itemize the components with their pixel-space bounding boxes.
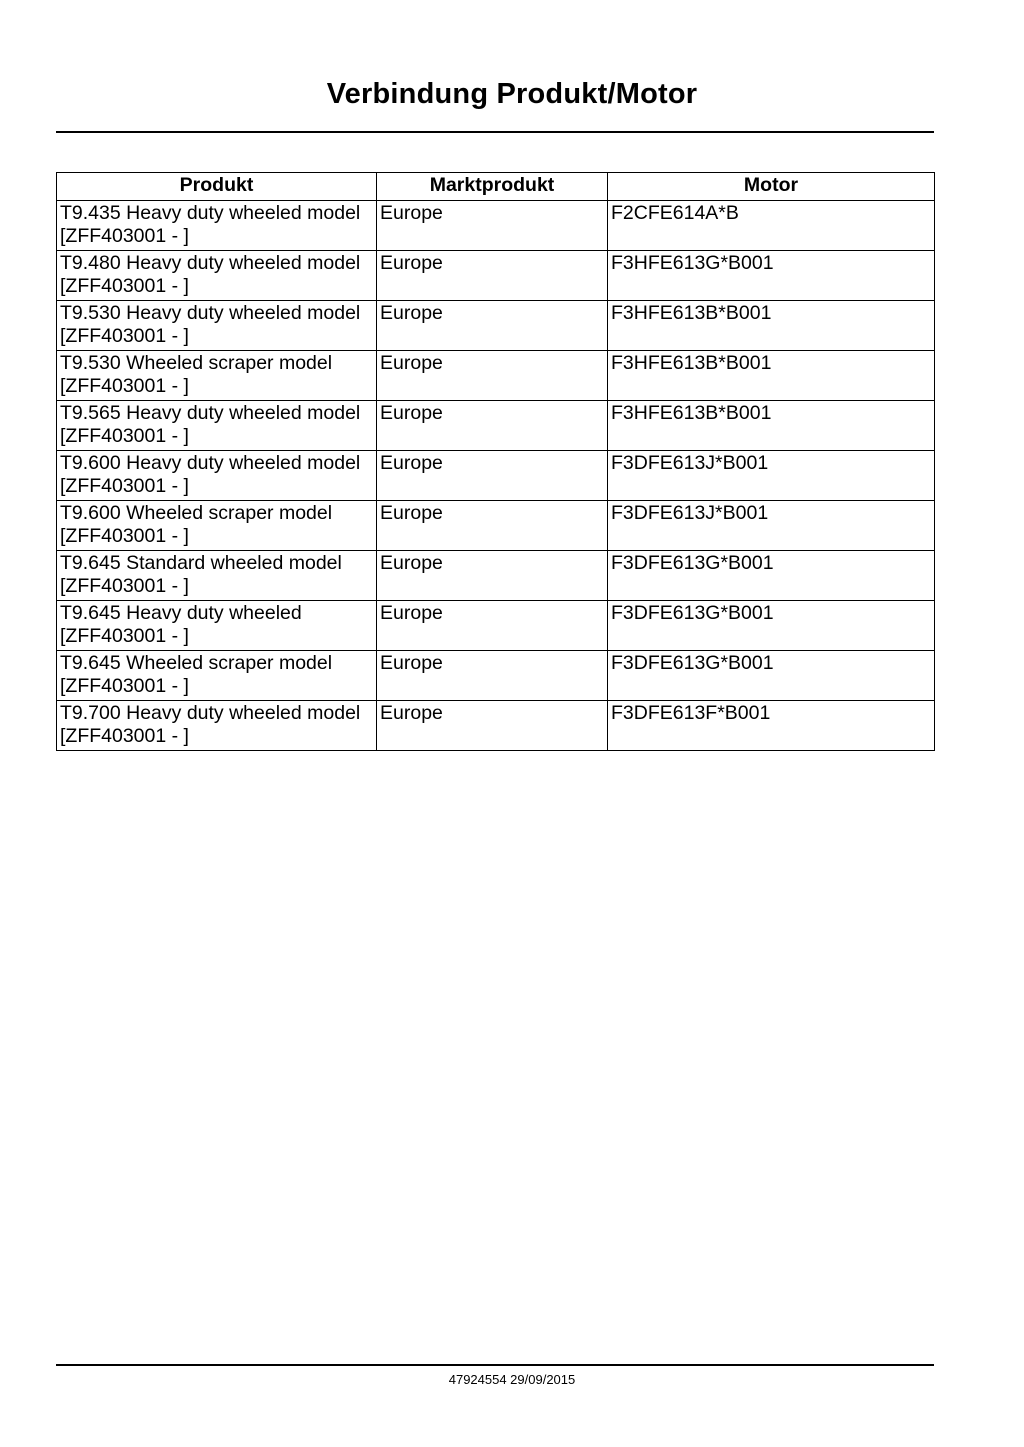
cell-produkt [57, 551, 377, 601]
cell-produkt [57, 301, 377, 351]
produkt-serial-range: [ZFF403001 - ] [60, 475, 189, 497]
cell-motor: F3DFE613G*B001 [608, 651, 935, 701]
cell-produkt [57, 701, 377, 751]
table-row [57, 551, 935, 601]
produkt-name: T9.435 Heavy duty wheeled model [60, 202, 361, 224]
produkt-name: T9.645 Heavy duty wheeled [60, 602, 302, 624]
cell-motor: F2CFE614A*B [608, 201, 935, 251]
cell-marktprodukt: Europe [377, 451, 608, 501]
produkt-serial-range: [ZFF403001 - ] [60, 525, 189, 547]
produkt-serial-range: [ZFF403001 - ] [60, 225, 189, 247]
produkt-serial-range: [ZFF403001 - ] [60, 575, 189, 597]
table-row [57, 301, 935, 351]
produkt-serial-range: [ZFF403001 - ] [60, 675, 189, 697]
footer-text: 47924554 29/09/2015 [448, 1372, 576, 1387]
table-row [57, 451, 935, 501]
cell-produkt [57, 601, 377, 651]
product-engine-table-container [56, 172, 934, 751]
produkt-serial-range: [ZFF403001 - ] [60, 275, 189, 297]
produkt-serial-range: [ZFF403001 - ] [60, 425, 189, 447]
cell-marktprodukt: Europe [377, 651, 608, 701]
cell-motor: F3DFE613G*B001 [608, 601, 935, 651]
produkt-name: T9.645 Wheeled scraper model [60, 652, 333, 674]
column-header-produkt: Produkt [57, 173, 377, 201]
cell-marktprodukt: Europe [377, 301, 608, 351]
produkt-name: T9.530 Heavy duty wheeled model [60, 302, 361, 324]
table-row [57, 201, 935, 251]
cell-marktprodukt: Europe [377, 601, 608, 651]
product-engine-table [56, 172, 935, 751]
produkt-name: T9.600 Wheeled scraper model [60, 502, 333, 524]
cell-motor: F3HFE613B*B001 [608, 351, 935, 401]
produkt-name: T9.700 Heavy duty wheeled model [60, 702, 361, 724]
produkt-name: T9.565 Heavy duty wheeled model [60, 402, 361, 424]
produkt-name: T9.600 Heavy duty wheeled model [60, 452, 361, 474]
cell-produkt [57, 401, 377, 451]
cell-motor: F3DFE613J*B001 [608, 451, 935, 501]
produkt-serial-range: [ZFF403001 - ] [60, 375, 189, 397]
cell-motor: F3DFE613F*B001 [608, 701, 935, 751]
column-header-motor: Motor [608, 173, 935, 201]
table-row [57, 351, 935, 401]
table-body [57, 201, 935, 751]
cell-marktprodukt: Europe [377, 351, 608, 401]
table-row [57, 701, 935, 751]
produkt-serial-range: [ZFF403001 - ] [60, 725, 189, 747]
table-row [57, 401, 935, 451]
column-header-marktprodukt: Marktprodukt [377, 173, 608, 201]
cell-motor: F3DFE613J*B001 [608, 501, 935, 551]
cell-motor: F3HFE613G*B001 [608, 251, 935, 301]
footer-divider [56, 1364, 934, 1366]
cell-produkt [57, 451, 377, 501]
table-header-row [57, 173, 935, 201]
cell-motor: F3HFE613B*B001 [608, 401, 935, 451]
produkt-name: T9.480 Heavy duty wheeled model [60, 252, 361, 274]
cell-marktprodukt: Europe [377, 251, 608, 301]
cell-produkt [57, 201, 377, 251]
table-row [57, 651, 935, 701]
cell-produkt [57, 651, 377, 701]
cell-marktprodukt: Europe [377, 201, 608, 251]
cell-motor: F3HFE613B*B001 [608, 301, 935, 351]
cell-marktprodukt: Europe [377, 401, 608, 451]
cell-produkt [57, 501, 377, 551]
cell-produkt [57, 251, 377, 301]
title-divider [56, 131, 934, 133]
cell-marktprodukt: Europe [377, 551, 608, 601]
produkt-serial-range: [ZFF403001 - ] [60, 325, 189, 347]
produkt-name: T9.645 Standard wheeled model [60, 552, 342, 574]
table-row [57, 501, 935, 551]
cell-marktprodukt: Europe [377, 701, 608, 751]
table-row [57, 601, 935, 651]
table-row [57, 251, 935, 301]
cell-motor: F3DFE613G*B001 [608, 551, 935, 601]
produkt-name: T9.530 Wheeled scraper model [60, 352, 333, 374]
page-title: Verbindung Produkt/Motor [326, 78, 698, 110]
cell-marktprodukt: Europe [377, 501, 608, 551]
produkt-serial-range: [ZFF403001 - ] [60, 625, 189, 647]
cell-produkt [57, 351, 377, 401]
